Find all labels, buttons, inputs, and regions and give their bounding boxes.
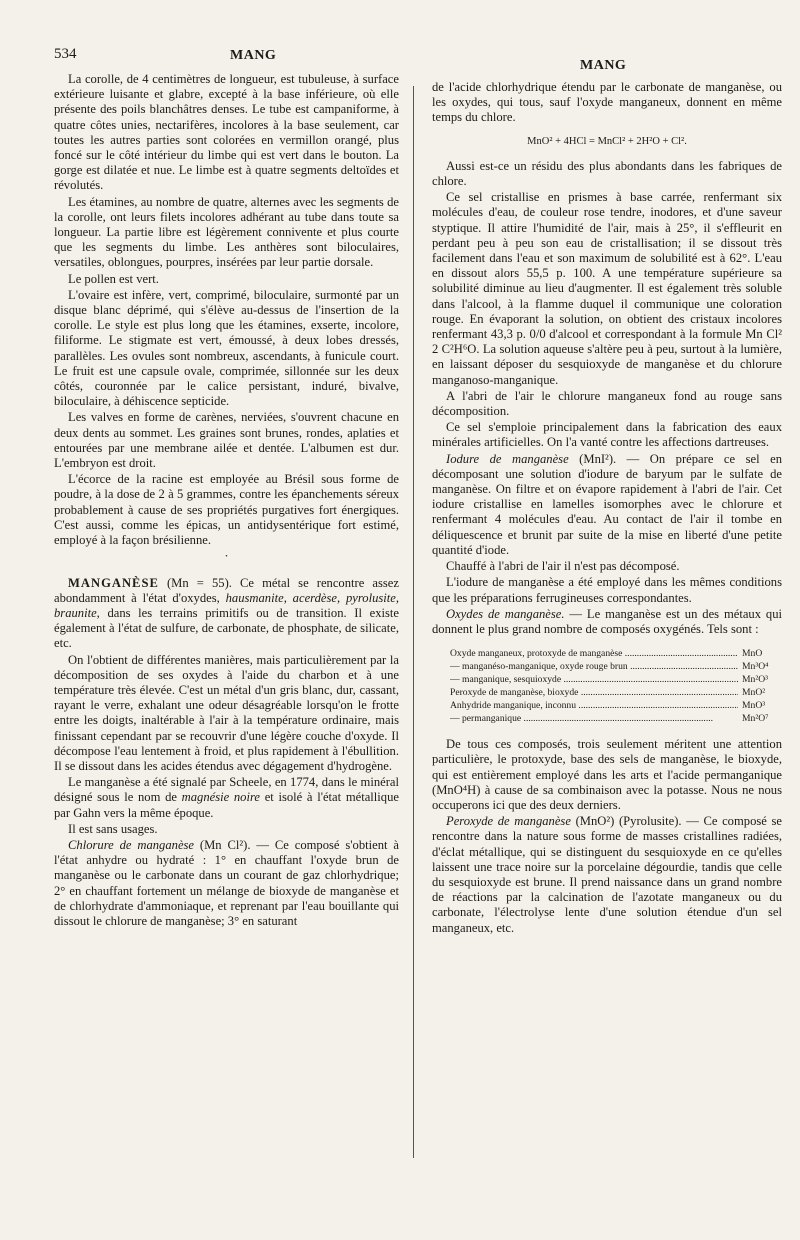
oxide-row	[450, 647, 782, 660]
spacer	[54, 566, 399, 576]
corolla-paragraph: La corolle, de 4 centimètres de longueur, est tubuleuse, à surface extérieure luisante et glabre, excepté à la base inférieure, où elle présente des poils blanchâtres denses. Le tube est campaniforme, à quatre côtes unies, nectarifères, incolores à la base seulement, car toutes les autres parties sont colorées en vermillon orangé, plus foncé sur le côté intérieur du limbe qui est vert dans le bouton. La gorge est dilatée et nue. Le limbe est à quatre segments deltoïdes et révolutés.	[54, 72, 399, 193]
history-text-end: et isolé à l'état métallique par Gahn vers la même époque.	[54, 790, 399, 820]
history-paragraph	[54, 775, 399, 821]
ovary-paragraph: L'ovaire est infère, vert, comprimé, biloculaire, surmonté par un disque blanc déprimé, qui s'élève au-dessus de l'insertion de la corolle. Le style est plus long que les étamines, exserte, incolore, filiforme. Le stigmate est vert, émoussé, à deux lobes dressés, parallèles. Les ovules sont nombreux, ascendants, à funicule court. Le fruit est une capsule ovale, comprimée, sillonnée sur les deux côtés, couronnée par le calice persistant, induré, bivalve, biloculaire, à déhiscence septicide.	[54, 287, 399, 409]
chlorure-text: (Mn Cl²). — Ce composé s'obtient à l'état anhydre ou hydraté : 1° en chauffant l'oxyde brun de manganèse ou le carbonate dans un courant de gaz chlorhydrique; 2° en chauffant fortement un mélange de bioxyde de manganèse et de chlorhydrate d'ammoniaque, et reprenant par l'eau bouillante qui dissout le chlorure de manganèse; 3° en saturant	[54, 837, 399, 928]
oxide-name: — manganéso-manganique, oxyde rouge brun .....	[450, 660, 738, 673]
oxide-formula: Mn²O⁷	[742, 713, 769, 725]
preparation-paragraph: On l'obtient de différentes manières, mais particulièrement par la décomposition de ses oxydes à l'aide du charbon et à une température très élevée. C'est un métal d'un gris blanc, dur, cassant, rayant le verre, exhalant une odeur désagréable lorsqu'on le frotte entre les doigts, inaltérable à l'air à la température ordinaire, mais finissant cependant par se recouvrir d'une légère couche d'oxyde. Il décompose l'eau lentement à froid, et plus rapidement à l'ébullition. Il se dissout dans les acides étendus avec dégagement d'hydrogène.	[54, 652, 399, 773]
oxide-formula: Mn³O⁴	[742, 661, 769, 673]
continuation-paragraph: de l'acide chlorhydrique étendu par le carbonate de manganèse, ou les oxydes, qui tous, sauf l'oxyde manganeux, donnent en même temps du chlore.	[432, 80, 782, 125]
peroxyde-paragraph	[432, 814, 782, 936]
oxide-name: Peroxyde de manganèse, bioxyde .....	[450, 686, 738, 699]
oxide-row	[450, 660, 782, 673]
oxide-row	[450, 712, 782, 725]
heating-paragraph: Chauffé à l'abri de l'air il n'est pas décomposé.	[446, 559, 680, 574]
oxide-name: — manganique, sesquioxyde .....	[450, 673, 738, 686]
manganese-entry	[54, 576, 399, 652]
entry-heading: MANGANÈSE	[68, 575, 159, 590]
oxide-row	[450, 699, 782, 712]
oxide-formula: MnO	[742, 648, 763, 660]
history-text: Le manganèse a été signalé par Scheele, en 1774, dans le minéral désigné sous le nom de	[54, 775, 399, 805]
page-number: 534	[54, 46, 77, 62]
running-head-left: MANG	[230, 48, 277, 63]
running-head-right: MANG	[580, 58, 627, 73]
peroxyde-text: (MnO²) (Pyrolusite). — Ce composé se rencontre dans la nature sous forme de masses cristallines radiées, d'éclat métallique, qui se distinguent du sesquioxyde en ce qu'elles laissent une trace noire sur la porcelaine dégourdie, tandis que celle du sesquioxyde est brune. Il prend naissance dans un grand nombre de réactions par la calcination de l'azotate manganeux ou du carbonate, l'électrolyse lente d'une solution étendue d'un sel manganeux, etc.	[432, 814, 782, 935]
iodure-text: (MnI²). — On prépare ce sel en décomposant une solution d'iodure de baryum par le sulfate de manganèse. On filtre et on évapore rapidement à l'abri de l'air. Cet iodure cristallise en lamelles isomorphes avec le chlorure et renfermant 4 molécules d'eau. Au contact de l'air il tombe en déliquescence et brunit par suite de la mise en liberté d'une petite quantité d'iode.	[432, 451, 782, 557]
oxydes-heading: Oxydes de manganèse.	[446, 606, 565, 621]
iodure-paragraph	[432, 452, 782, 558]
left-column	[54, 72, 399, 930]
usage-chlorure-paragraph: Ce sel s'emploie principalement dans la fabrication des eaux minérales artificielles. On l'a vanté contre les affections dartreuses.	[432, 420, 782, 450]
chlorure-paragraph	[54, 838, 399, 929]
iodure-heading: Iodure de manganèse	[446, 451, 569, 466]
oxide-table	[450, 647, 782, 725]
entry-text: (Mn = 55). Ce métal se rencontre assez abondamment à l'état d'oxydes,	[54, 575, 399, 605]
oxide-row	[450, 673, 782, 686]
pollen-paragraph: Le pollen est vert.	[68, 271, 159, 286]
peroxyde-heading: Peroxyde de manganèse	[446, 814, 571, 829]
iodure-usage-paragraph: L'iodure de manganèse a été employé dans les mêmes conditions que les préparations ferrugineuses correspondantes.	[432, 575, 782, 605]
mineral-names: hausmanite, acerdèse, pyrolusite, braunite,	[54, 590, 399, 620]
residue-paragraph: Aussi est-ce un résidu des plus abondants dans les fabriques de chlore.	[432, 158, 782, 189]
fusion-paragraph: A l'abri de l'air le chlorure manganeux fond au rouge sans décomposition.	[432, 388, 782, 419]
oxydes-text: — Le manganèse est un des métaux qui donnent le plus grand nombre de composés oxygénés. Tels sont :	[432, 606, 783, 636]
valves-paragraph: Les valves en forme de carènes, nerviées, s'ouvrent chacune en deux dents au sommet. Les graines sont brunes, rondes, aplaties et entourées par une membrane ailée et dentée. L'albumen est dur. L'embryon est droit.	[54, 410, 399, 471]
chlorure-heading: Chlorure de manganèse	[68, 837, 195, 852]
oxide-formula: Mn²O³	[742, 674, 769, 686]
oxide-name: — permanganique .....	[450, 712, 738, 725]
chemical-equation: MnO² + 4HCl = MnCl² + 2H²O + Cl².	[527, 135, 687, 147]
oxide-formula: MnO²	[742, 687, 766, 699]
compounds-paragraph: De tous ces composés, trois seulement méritent une attention particulière, le protoxyde, base des sels de manganèse, le bioxyde, qui est entièrement employé dans les arts et l'acide permanganique (MnO⁴H) à cause de sa combinaison avec la potasse. Nous ne nous occuperons ici que des deux derniers.	[432, 737, 782, 812]
oxide-name: Oxyde manganeux, protoxyde de manganèse .....	[450, 647, 738, 660]
stamens-paragraph: Les étamines, au nombre de quatre, alternes avec les segments de la corolle, ont leurs filets incolores adhérant au tube dans toute sa longueur. La partie libre est légèrement connivente et plus courte que les segments du limbe. Les anthères sont biloculaires, versatiles, oblongues, pourpres, insérées par leur partie dorsale.	[54, 194, 399, 270]
right-column	[432, 80, 782, 937]
column-divider	[413, 86, 414, 1158]
oxide-formula: MnO³	[742, 700, 766, 712]
usage-paragraph: Il est sans usages.	[68, 821, 158, 836]
magnesie-noire: magnésie noire	[181, 790, 261, 805]
separator-mark: ·	[224, 549, 229, 564]
entry-text-continued: dans les terrains primitifs ou de transition. Il existe également à l'état de sulfure, de carbonate, de phosphate, de silicate, etc.	[54, 605, 399, 651]
oxide-name: Anhydride manganique, inconnu .....	[450, 699, 738, 712]
oxide-row	[450, 686, 782, 699]
root-bark-paragraph: L'écorce de la racine est employée au Brésil sous forme de poudre, à la dose de 2 à 5 grammes, contre les épanchements séreux probablement à cause de ses propriétés purgatives fort énergiques. C'est aussi, comme les épicas, un antidysentérique fort estimé, employé à la façon brésilienne.	[54, 472, 399, 548]
oxydes-paragraph	[432, 607, 782, 637]
crystallisation-paragraph: Ce sel cristallise en prismes à base carrée, renfermant six molécules d'eau, de couleur rose tendre, inodores, et d'une saveur styptique. Il attire l'humidité de l'air, mais à 25°, il s'effleurit en perdant peu à peu son eau de cristallisation; il se dissout très facilement dans l'eau et son maximum de solubilité est à 62°. L'eau en dissout alors 55,5 p. 100. A une température supérieure sa solubilité diminue au lieu d'augmenter. Il est également très soluble dans l'alcool, à la flamme duquel il communique une coloration rouge. En évaporant la solution, on obtient des cristaux incolores renfermant 43,3 p. 0/0 d'alcool et correspondant à la formule Mn Cl² 2 C²H⁶O. La solution aqueuse s'altère peu à peu, surtout à la lumière, en laissant déposer du sesquioxyde de manganèse et du chlorure manganoso-manganique.	[432, 190, 782, 387]
